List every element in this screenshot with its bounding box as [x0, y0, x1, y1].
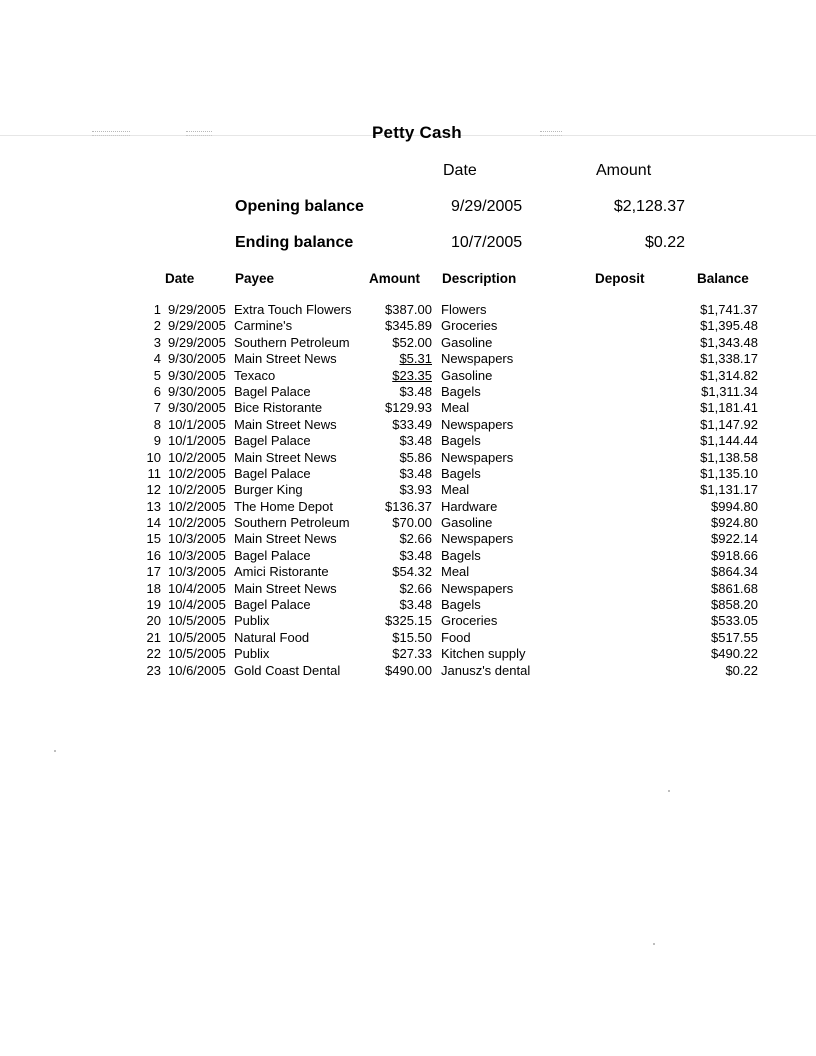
table-row: [0, 581, 816, 597]
row-balance: $1,147.92: [700, 416, 758, 432]
row-description: Janusz's dental: [441, 662, 531, 678]
table-row: [0, 531, 816, 547]
row-balance: $1,338.17: [700, 351, 758, 367]
row-payee: Natural Food: [234, 629, 310, 645]
row-date: 10/4/2005: [168, 597, 226, 613]
ending-balance-date: 10/7/2005: [451, 234, 523, 251]
row-amount: $33.49: [392, 416, 432, 432]
row-payee: The Home Depot: [234, 498, 333, 514]
row-payee: Bagel Palace: [234, 433, 311, 449]
row-amount: $2.66: [399, 531, 432, 547]
row-description: Newspapers: [441, 351, 514, 367]
row-date: 10/6/2005: [168, 662, 226, 678]
row-date: 9/30/2005: [168, 383, 226, 399]
row-description: Gasoline: [441, 515, 493, 531]
table-row: [0, 630, 816, 646]
table-row: [0, 597, 816, 613]
row-balance: $1,311.34: [701, 383, 758, 399]
row-balance: $0.22: [725, 662, 758, 678]
row-description: Groceries: [441, 318, 498, 334]
row-number: 8: [153, 416, 161, 432]
row-balance: $861.68: [711, 580, 758, 596]
row-description: Newspapers: [441, 449, 514, 465]
row-payee: Bagel Palace: [234, 547, 311, 563]
row-date: 10/3/2005: [168, 531, 226, 547]
row-date: 10/2/2005: [168, 515, 226, 531]
row-description: Newspapers: [441, 531, 514, 547]
row-number: 12: [146, 482, 161, 498]
row-date: 10/1/2005: [168, 416, 226, 432]
opening-balance-label: Opening balance: [235, 198, 364, 215]
row-date: 10/2/2005: [168, 498, 226, 514]
row-number: 23: [146, 662, 161, 678]
row-balance: $922.14: [711, 531, 758, 547]
row-amount: $54.32: [392, 564, 432, 580]
row-balance: $1,144.44: [700, 433, 758, 449]
row-description: Bagels: [441, 547, 481, 563]
row-amount: $2.66: [399, 580, 432, 596]
row-description: Bagels: [441, 465, 481, 481]
row-description: Food: [441, 629, 471, 645]
row-amount: $70.00: [392, 515, 432, 531]
row-payee: Main Street News: [234, 351, 337, 367]
row-date: 10/1/2005: [168, 433, 226, 449]
page-title: Petty Cash: [372, 123, 462, 142]
table-row: [0, 564, 816, 580]
row-number: 14: [146, 515, 161, 531]
row-date: 9/30/2005: [168, 351, 226, 367]
row-date: 9/29/2005: [168, 334, 226, 350]
row-amount: $15.50: [392, 629, 432, 645]
row-balance: $1,181.41: [700, 400, 758, 416]
row-description: Groceries: [441, 613, 498, 629]
row-number: 7: [153, 400, 161, 416]
row-payee: Carmine's: [234, 318, 293, 334]
row-balance: $1,314.82: [700, 367, 758, 383]
row-date: 10/5/2005: [168, 629, 226, 645]
column-header-payee: Payee: [235, 271, 275, 286]
row-amount: $5.31: [399, 351, 432, 367]
column-header-description: Description: [442, 271, 517, 286]
table-row: [0, 466, 816, 482]
row-date: 9/30/2005: [168, 367, 226, 383]
column-header-deposit: Deposit: [595, 271, 645, 286]
row-payee: Main Street News: [234, 416, 337, 432]
row-description: Newspapers: [441, 580, 514, 596]
table-row: [0, 417, 816, 433]
row-balance: $490.22: [711, 646, 758, 662]
row-payee: Southern Petroleum: [234, 334, 350, 350]
row-number: 22: [146, 646, 161, 662]
row-payee: Texaco: [234, 367, 276, 383]
row-payee: Burger King: [234, 482, 303, 498]
row-number: 9: [153, 433, 161, 449]
row-number: 18: [146, 580, 161, 596]
table-row: [0, 400, 816, 416]
row-number: 11: [147, 465, 161, 481]
summary-amount-header: Amount: [596, 162, 652, 179]
row-amount: $345.89: [385, 318, 432, 334]
ending-balance-amount: $0.22: [644, 234, 685, 251]
row-description: Flowers: [441, 302, 487, 317]
row-number: 17: [146, 564, 161, 580]
row-balance: $858.20: [711, 597, 758, 613]
row-payee: Bagel Palace: [234, 383, 311, 399]
opening-balance-amount: $2,128.37: [613, 198, 685, 215]
row-amount: $3.48: [399, 383, 432, 399]
table-row: [0, 368, 816, 384]
row-description: Newspapers: [441, 416, 514, 432]
transaction-table: [0, 302, 816, 679]
table-row: [0, 335, 816, 351]
row-date: 9/29/2005: [168, 318, 226, 334]
row-number: 19: [146, 597, 161, 613]
table-row: [0, 302, 816, 318]
table-row: [0, 384, 816, 400]
row-amount: $23.35: [392, 367, 432, 383]
column-header-balance: Balance: [697, 271, 749, 286]
row-description: Bagels: [441, 383, 481, 399]
row-payee: Main Street News: [234, 580, 337, 596]
row-number: 15: [146, 531, 161, 547]
scan-speck: [54, 750, 56, 752]
scan-speck: [668, 790, 670, 792]
opening-balance-date: 9/29/2005: [451, 198, 523, 215]
row-payee: Extra Touch Flowers: [234, 302, 352, 317]
row-balance: $1,138.58: [700, 449, 758, 465]
row-date: 10/3/2005: [168, 547, 226, 563]
row-balance: $1,343.48: [700, 334, 758, 350]
row-amount: $3.48: [399, 433, 432, 449]
column-header-amount: Amount: [369, 271, 420, 286]
row-amount: $3.48: [399, 465, 432, 481]
row-number: 6: [153, 383, 161, 399]
row-date: 9/30/2005: [168, 400, 226, 416]
row-balance: $918.66: [711, 547, 758, 563]
row-date: 10/2/2005: [168, 465, 226, 481]
table-row: [0, 351, 816, 367]
row-amount: $490.00: [385, 662, 432, 678]
row-description: Hardware: [441, 498, 498, 514]
row-number: 10: [146, 449, 161, 465]
row-amount: $27.33: [392, 646, 432, 662]
row-number: 21: [146, 629, 161, 645]
row-balance: $1,741.37: [700, 302, 758, 317]
ending-balance-label: Ending balance: [235, 234, 354, 251]
row-balance: $1,135.10: [700, 465, 758, 481]
row-description: Bagels: [441, 597, 481, 613]
table-row: [0, 318, 816, 334]
row-payee: Publix: [234, 613, 270, 629]
row-number: 2: [153, 318, 161, 334]
row-description: Gasoline: [441, 334, 493, 350]
row-date: 10/3/2005: [168, 564, 226, 580]
row-amount: $387.00: [385, 302, 432, 317]
row-date: 10/5/2005: [168, 613, 226, 629]
row-number: 5: [153, 367, 161, 383]
row-payee: Gold Coast Dental: [234, 662, 341, 678]
scan-artifact-mark: [186, 131, 212, 136]
table-row: [0, 499, 816, 515]
row-description: Meal: [441, 400, 470, 416]
row-payee: Main Street News: [234, 449, 337, 465]
row-amount: $52.00: [392, 334, 432, 350]
table-row: [0, 450, 816, 466]
row-amount: $3.48: [399, 597, 432, 613]
row-date: 10/4/2005: [168, 580, 226, 596]
row-balance: $533.05: [711, 613, 758, 629]
scan-artifact-mark: [540, 131, 562, 136]
row-balance: $1,131.17: [700, 482, 758, 498]
table-row: [0, 548, 816, 564]
table-row: [0, 646, 816, 662]
row-number: 13: [146, 498, 161, 514]
row-payee: Amici Ristorante: [234, 564, 329, 580]
row-payee: Main Street News: [234, 531, 337, 547]
row-balance: $517.55: [711, 629, 758, 645]
row-description: Meal: [441, 564, 470, 580]
row-balance: $924.80: [711, 515, 758, 531]
table-row: [0, 482, 816, 498]
row-payee: Bice Ristorante: [234, 400, 323, 416]
row-payee: Publix: [234, 646, 270, 662]
row-description: Kitchen supply: [441, 646, 526, 662]
table-row: [0, 433, 816, 449]
row-date: 10/2/2005: [168, 482, 226, 498]
row-amount: $3.93: [399, 482, 432, 498]
row-amount: $325.15: [385, 613, 432, 629]
row-balance: $864.34: [711, 564, 758, 580]
row-balance: $994.80: [711, 498, 758, 514]
summary-date-header: Date: [443, 162, 477, 179]
row-date: 9/29/2005: [168, 302, 226, 317]
scan-artifact-mark: [92, 131, 130, 136]
table-row: [0, 663, 816, 679]
row-description: Bagels: [441, 433, 481, 449]
row-number: 16: [146, 547, 161, 563]
row-number: 3: [153, 334, 161, 350]
table-row: [0, 515, 816, 531]
scan-speck: [653, 943, 655, 945]
row-amount: $3.48: [399, 547, 432, 563]
row-payee: Bagel Palace: [234, 465, 311, 481]
table-row: [0, 613, 816, 629]
row-date: 10/2/2005: [168, 449, 226, 465]
column-header-date: Date: [165, 271, 195, 286]
row-number: 1: [153, 302, 161, 317]
row-number: 20: [146, 613, 161, 629]
row-description: Gasoline: [441, 367, 493, 383]
row-description: Meal: [441, 482, 470, 498]
row-number: 4: [153, 351, 161, 367]
row-amount: $129.93: [385, 400, 432, 416]
row-amount: $5.86: [399, 449, 432, 465]
row-date: 10/5/2005: [168, 646, 226, 662]
row-balance: $1,395.48: [700, 318, 758, 334]
row-payee: Southern Petroleum: [234, 515, 350, 531]
row-payee: Bagel Palace: [234, 597, 311, 613]
row-amount: $136.37: [385, 498, 432, 514]
